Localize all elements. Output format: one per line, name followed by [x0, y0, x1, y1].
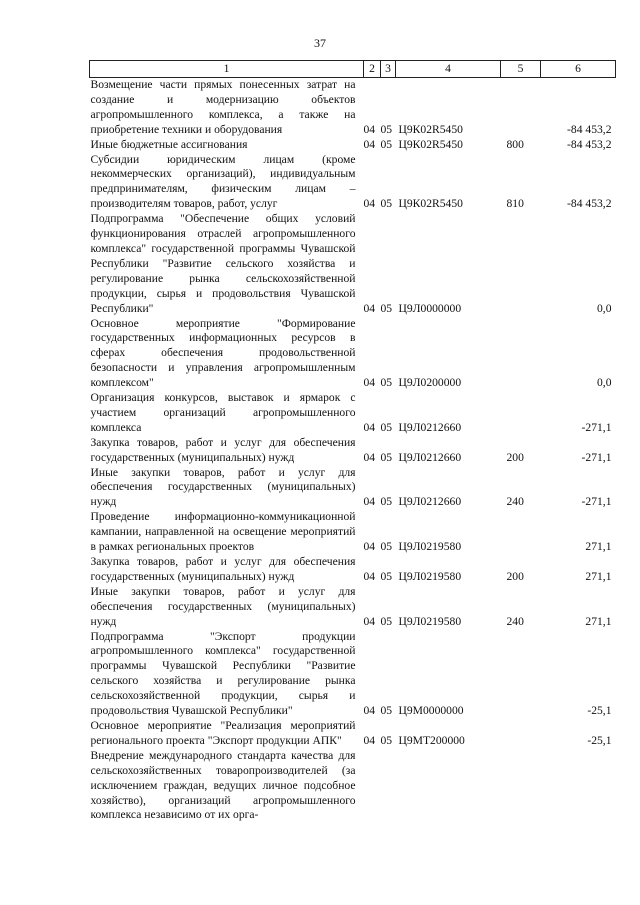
row-target-article: [396, 749, 501, 824]
row-expense-type: 200: [506, 569, 524, 583]
row-subsection-code: 05: [380, 733, 393, 747]
row-section-code: 04: [363, 122, 376, 136]
row-target-article: Ц9Л0212660: [398, 450, 462, 464]
row-subsection-code: 05: [380, 137, 393, 151]
header-col-1: 1: [90, 61, 364, 78]
row-section-code: 04: [363, 704, 376, 718]
row-section-code: 04: [363, 137, 376, 151]
table-row: [90, 212, 616, 316]
row-section-code: 04: [363, 301, 376, 315]
header-col-2: 2: [364, 61, 381, 78]
row-name: Иные закупки товаров, работ и услуг для обеспечения государственных (муниципальных) нужд: [90, 465, 356, 509]
row-name: Возмещение части прямых понесенных затрат на создание и модернизацию объектов агропромышленного комплекса, а также на приобретение техники и оборудования: [90, 78, 356, 136]
row-amount: -271,1: [581, 495, 612, 509]
row-target-article: Ц9Л0212660: [398, 420, 462, 434]
table-row: [90, 436, 616, 466]
row-name: Иные закупки товаров, работ и услуг для обеспечения государственных (муниципальных) нужд: [90, 584, 356, 628]
row-target-article: Ц9К02R5450: [398, 122, 463, 136]
row-subsection-code: 05: [380, 704, 393, 718]
row-amount: 271,1: [585, 540, 612, 554]
table-row: [90, 749, 616, 824]
table-row: [90, 138, 616, 153]
row-expense-type: [501, 630, 541, 719]
row-subsection-code: 05: [380, 614, 393, 628]
row-section-code: [364, 749, 381, 824]
header-row: [90, 61, 616, 78]
page-number: 37: [314, 36, 326, 50]
row-section-code: 04: [363, 420, 376, 434]
row-expense-type: [501, 317, 541, 392]
header-col-3: 3: [381, 61, 396, 78]
row-subsection-code: 05: [380, 197, 393, 211]
row-amount: -271,1: [581, 420, 612, 434]
row-amount: -25,1: [587, 733, 612, 747]
row-section-code: 04: [363, 733, 376, 747]
row-expense-type: 200: [506, 450, 524, 464]
row-amount: 0,0: [597, 376, 612, 390]
row-name: Закупка товаров, работ и услуг для обеспечения государственных (муниципальных) нужд: [90, 435, 356, 464]
row-amount: -271,1: [581, 450, 612, 464]
header-col-4: 4: [396, 61, 501, 78]
row-expense-type: [501, 391, 541, 436]
row-amount: -25,1: [587, 704, 612, 718]
row-target-article: Ц9Л0219580: [398, 569, 462, 583]
row-expense-type: 240: [506, 614, 524, 628]
row-expense-type: [501, 78, 541, 138]
row-section-code: 04: [363, 569, 376, 583]
row-subsection-code: 05: [380, 569, 393, 583]
row-target-article: Ц9М0000000: [398, 704, 464, 718]
row-amount: 0,0: [597, 301, 612, 315]
row-amount: 271,1: [585, 614, 612, 628]
row-target-article: Ц9Л0000000: [398, 301, 462, 315]
table-row: [90, 510, 616, 555]
row-name: Субсидии юридическим лицам (кроме некоммерческих организаций), индивидуальным предпринимателям, физическим лицам – производителям товаров, работ, услуг: [90, 152, 356, 211]
row-subsection-code: 05: [380, 495, 393, 509]
row-target-article: Ц9Л0219580: [398, 614, 462, 628]
table-row: [90, 719, 616, 749]
row-target-article: Ц9К02R5450: [398, 137, 463, 151]
row-section-code: 04: [363, 450, 376, 464]
row-target-article: Ц9Л0219580: [398, 540, 462, 554]
row-amount: -84 453,2: [567, 137, 612, 151]
row-name: Подпрограмма "Обеспечение общих условий функционирования отраслей агропромышленного комплекса" государственной программы Чувашской Республики "Развитие сельского хозяйства и регулирование рынка сельскохозяйственной продукции, сырья и продовольствия Чувашской Республики": [90, 212, 356, 315]
table-row: [90, 630, 616, 719]
row-amount: [541, 749, 616, 824]
header-col-5: 5: [501, 61, 541, 78]
row-name: Основное мероприятие "Реализация мероприятий регионального проекта "Экспорт продукции АПК": [90, 718, 356, 747]
row-name: Подпрограмма "Экспорт продукции агропромышленного комплекса" государственной программы Чувашской Республики "Развитие сельского хозяйства и регулирование рынка сельскохозяйственной продукции, сырья и продовольствия Чувашской Республики": [90, 629, 356, 718]
row-expense-type: [501, 510, 541, 555]
row-subsection-code: [381, 749, 396, 824]
row-expense-type: 240: [506, 495, 524, 509]
table-row: [90, 555, 616, 585]
row-section-code: 04: [363, 376, 376, 390]
row-subsection-code: 05: [380, 376, 393, 390]
row-subsection-code: 05: [380, 301, 393, 315]
row-section-code: 04: [363, 540, 376, 554]
row-section-code: 04: [363, 495, 376, 509]
row-expense-type: [501, 212, 541, 316]
row-expense-type: 810: [506, 197, 524, 211]
row-target-article: Ц9МТ200000: [398, 733, 465, 747]
row-amount: -84 453,2: [567, 197, 612, 211]
row-name: Закупка товаров, работ и услуг для обеспечения государственных (муниципальных) нужд: [90, 555, 356, 583]
table-row: [90, 317, 616, 392]
row-name: Иные бюджетные ассигнования: [90, 137, 248, 151]
row-section-code: 04: [363, 197, 376, 211]
row-expense-type: [501, 719, 541, 749]
table-row: [90, 153, 616, 213]
row-target-article: Ц9К02R5450: [398, 197, 463, 211]
row-section-code: 04: [363, 614, 376, 628]
row-name: Организация конкурсов, выставок и ярмарок с участием организаций агропромышленного комплекса: [90, 391, 356, 434]
row-amount: -84 453,2: [567, 122, 612, 136]
row-subsection-code: 05: [380, 420, 393, 434]
row-subsection-code: 05: [380, 450, 393, 464]
budget-table: [89, 60, 616, 823]
row-amount: 271,1: [585, 569, 612, 583]
header-col-6: 6: [541, 61, 616, 78]
table-body: [90, 78, 616, 824]
row-target-article: Ц9Л0200000: [398, 376, 462, 390]
table-row: [90, 78, 616, 138]
row-name: Проведение информационно-коммуникационной кампании, направленной на освещение мероприятий в рамках региональных проектов: [90, 510, 356, 554]
table-row: [90, 391, 616, 436]
row-subsection-code: 05: [380, 540, 393, 554]
table-header: [90, 61, 616, 78]
row-subsection-code: 05: [380, 122, 393, 136]
table-row: [90, 585, 616, 630]
row-target-article: Ц9Л0212660: [398, 495, 462, 509]
row-name: Внедрение международного стандарта качества для сельскохозяйственных товаропроизводителей (за исключением граждан, ведущих личное подсобное хозяйство), организаций агропромышленного комплекса независимо от их орга-: [90, 748, 356, 822]
row-expense-type: [501, 749, 541, 824]
row-name: Основное мероприятие "Формирование государственных информационных ресурсов в сферах обеспечения продовольственной безопасности и управления агропромышленным комплексом": [90, 316, 356, 390]
row-expense-type: 800: [506, 137, 524, 151]
table-row: [90, 466, 616, 511]
